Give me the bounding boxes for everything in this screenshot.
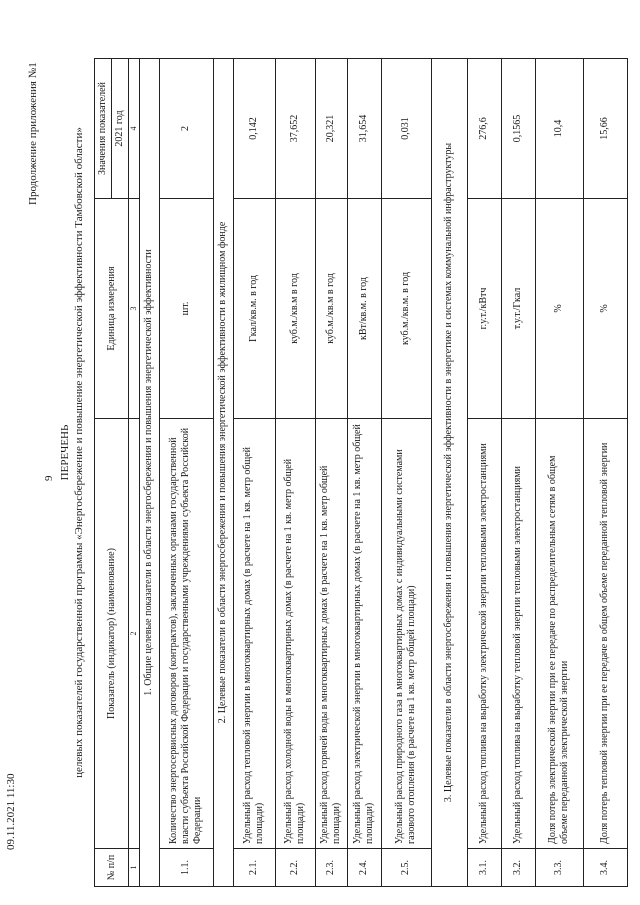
- table-row: [159, 59, 213, 887]
- row-unit: т.у.т./Гкал: [501, 199, 535, 419]
- row-value: 31,654: [347, 59, 381, 199]
- table-row: [315, 59, 347, 887]
- table-header-row: [95, 59, 112, 887]
- indicators-table: [94, 58, 628, 887]
- column-number: 1: [129, 849, 140, 887]
- row-number: 3.2.: [501, 849, 535, 887]
- row-unit: %: [583, 199, 627, 419]
- row-unit: куб.м./кв.м. в год: [381, 199, 431, 419]
- row-unit: куб.м./кв.м в год: [315, 199, 347, 419]
- column-number-row: [129, 59, 140, 887]
- header-values: Значения показателей: [95, 59, 112, 199]
- row-indicator-name: Доля потерь тепловой энергии при ее передаче в общем объеме переданной тепловой энергии: [583, 419, 627, 849]
- column-number: 3: [129, 199, 140, 419]
- row-value: 15,66: [583, 59, 627, 199]
- row-value: 10,4: [535, 59, 583, 199]
- row-unit: г.у.т./кВтч: [467, 199, 501, 419]
- row-indicator-name: Удельный расход электрической энергии в многоквартирных домах (в расчете на 1 кв. метр общей площади): [347, 419, 381, 849]
- row-indicator-name: Удельный расход холодной воды в многоквартирных домах (в расчете на 1 кв. метр общей площади): [275, 419, 315, 849]
- row-number: 2.1.: [233, 849, 275, 887]
- row-number: 1.1.: [159, 849, 213, 887]
- table-row: [583, 59, 627, 887]
- row-indicator-name: Удельный расход природного газа в многоквартирных домах с индивидуальными системами газового отопления (в расчете на 1 кв. метр общей площади): [381, 419, 431, 849]
- row-value: 37,652: [275, 59, 315, 199]
- header-unit: Единица измерения: [95, 199, 129, 419]
- row-value: 2: [159, 59, 213, 199]
- row-number: 2.2.: [275, 849, 315, 887]
- row-value: 0,142: [233, 59, 275, 199]
- row-value: 0,031: [381, 59, 431, 199]
- row-indicator-name: Удельный расход горячей воды в многоквартирных домах (в расчете на 1 кв. метр общей площади): [315, 419, 347, 849]
- table-row: [535, 59, 583, 887]
- section-header-row: [139, 59, 159, 887]
- table-row: [233, 59, 275, 887]
- header-year: 2021 год: [112, 59, 129, 199]
- row-unit: %: [535, 199, 583, 419]
- row-value: 0,1565: [501, 59, 535, 199]
- row-number: 2.5.: [381, 849, 431, 887]
- document-title: ПЕРЕЧЕНЬ: [59, 424, 71, 481]
- row-value: 276,6: [467, 59, 501, 199]
- row-number: 3.3.: [535, 849, 583, 887]
- table-row: [381, 59, 431, 887]
- table-row: [467, 59, 501, 887]
- table-row: [347, 59, 381, 887]
- row-indicator-name: Количество энергосервисных договоров (контрактов), заключенных органами государственной власти субъекта Российской Федерации и государственными учреждениями субъекта Российской Федерации: [159, 419, 213, 849]
- date-time-stamp: 09.11.2021 11:30: [5, 773, 17, 850]
- row-indicator-name: Удельный расход топлива на выработку тепловой энергии тепловыми электростанциями: [501, 419, 535, 849]
- row-number: 2.4.: [347, 849, 381, 887]
- header-indicator-name: Показатель (индикатор) (наименование): [95, 419, 129, 849]
- table-row: [501, 59, 535, 887]
- row-indicator-name: Удельный расход топлива на выработку электрической энергии тепловыми электростанциями: [467, 419, 501, 849]
- row-unit: шт.: [159, 199, 213, 419]
- section-title: 1. Общие целевые показатели в области энергосбережения и повышения энергетической эффективности: [139, 59, 159, 887]
- row-number: 3.1.: [467, 849, 501, 887]
- column-number: 2: [129, 419, 140, 849]
- row-number: 2.3.: [315, 849, 347, 887]
- section-header-row: [431, 59, 467, 887]
- row-value: 20,321: [315, 59, 347, 199]
- row-indicator-name: Удельный расход тепловой энергии в многоквартирных домах (в расчете на 1 кв. метр общей площади): [233, 419, 275, 849]
- row-unit: куб.м./кв.м в год: [275, 199, 315, 419]
- column-number: 4: [129, 59, 140, 199]
- section-title: 2. Целевые показатели в области энергосбережения и повышения энергетической эффективности в жилищном фонде: [213, 59, 233, 887]
- header-number: № п/п: [95, 849, 129, 887]
- section-header-row: [213, 59, 233, 887]
- page-number: 9: [43, 475, 55, 481]
- row-unit: кВт/кв.м. в год: [347, 199, 381, 419]
- row-indicator-name: Доля потерь электрической энергии при ее передаче по распределительным сетям в общем объеме переданной электрической энергии: [535, 419, 583, 849]
- row-number: 3.4.: [583, 849, 627, 887]
- appendix-continuation-label: Продолжение приложения №1: [27, 62, 39, 205]
- row-unit: Гкал/кв.м. в год: [233, 199, 275, 419]
- table-row: [275, 59, 315, 887]
- section-title: 3. Целевые показатели в области энергосбережения и повышения энергетической эффективности в энергетике и системах коммунальной инфраструктуры: [431, 59, 467, 887]
- document-subtitle: целевых показателей государственной программы «Энергосбережение и повышение энергетической эффективности Тамбовской области»: [73, 127, 85, 778]
